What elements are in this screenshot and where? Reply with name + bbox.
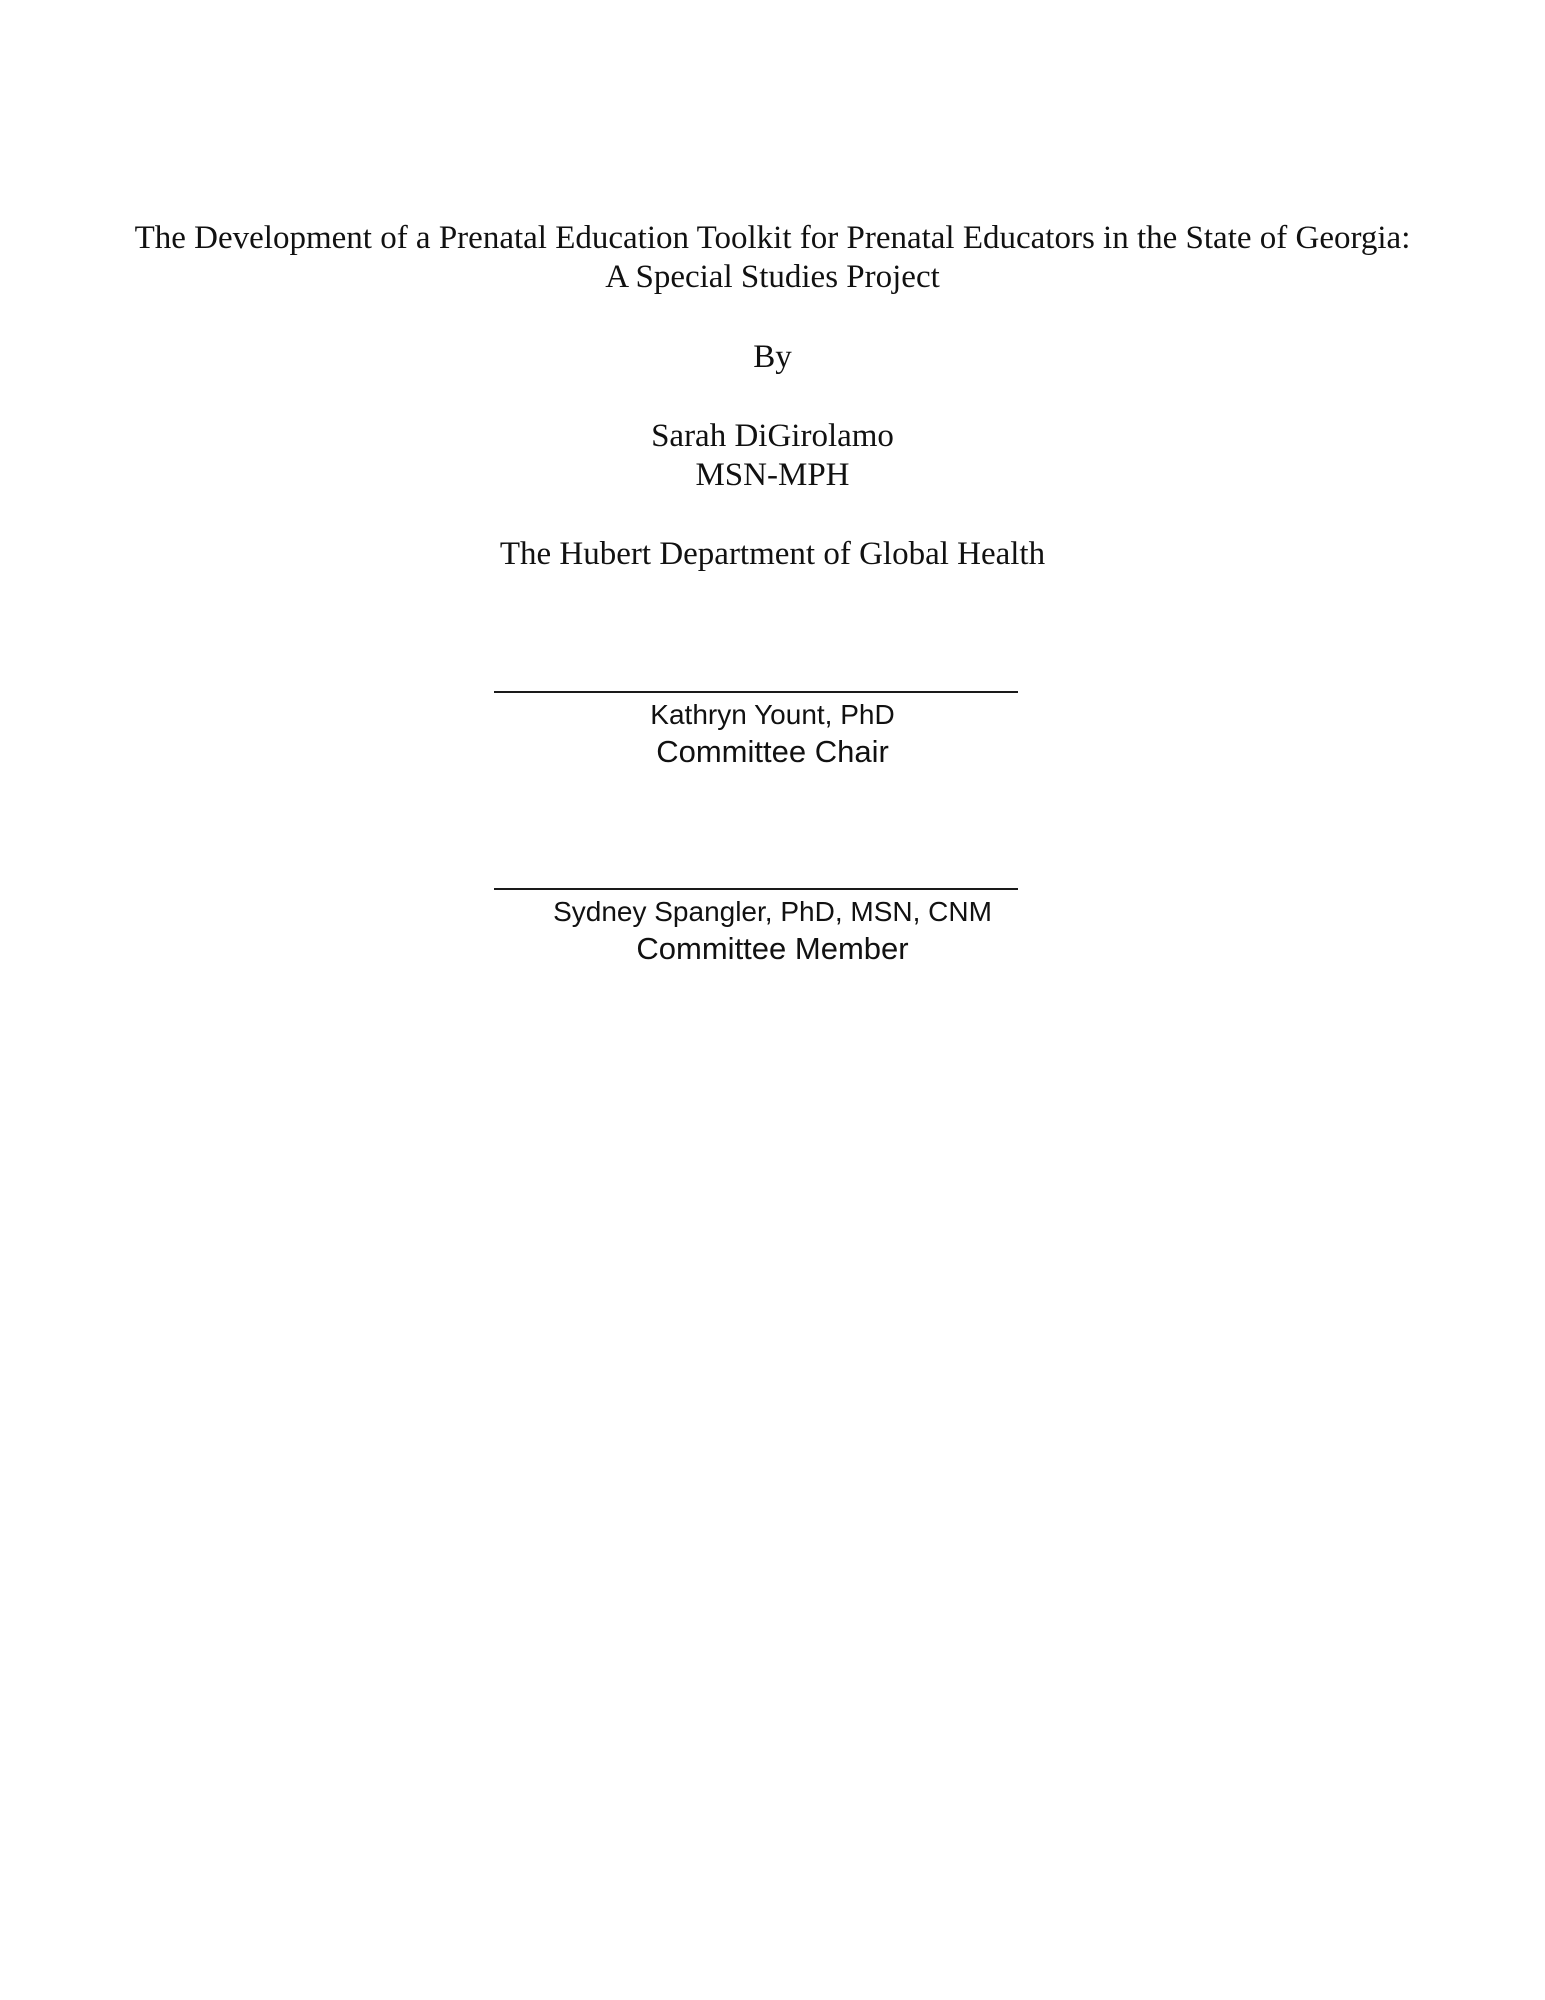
- title-line-1: The Development of a Prenatal Education Toolkit for Prenatal Educators in the State of Georgia:: [134, 220, 1411, 256]
- author-name: Sarah DiGirolamo: [651, 418, 894, 454]
- signature-line-member: [494, 888, 1018, 890]
- signature-line-chair: [494, 691, 1018, 693]
- title-line-2: A Special Studies Project: [605, 259, 940, 295]
- committee-member-role: Committee Member: [636, 931, 909, 966]
- committee-chair-role: Committee Chair: [656, 734, 889, 769]
- committee-member-name: Sydney Spangler, PhD, MSN, CNM: [553, 896, 992, 927]
- department-name: The Hubert Department of Global Health: [499, 536, 1046, 572]
- by-label: By: [753, 339, 792, 375]
- author-degree: MSN-MPH: [695, 457, 850, 493]
- committee-chair-name: Kathryn Yount, PhD: [650, 699, 895, 730]
